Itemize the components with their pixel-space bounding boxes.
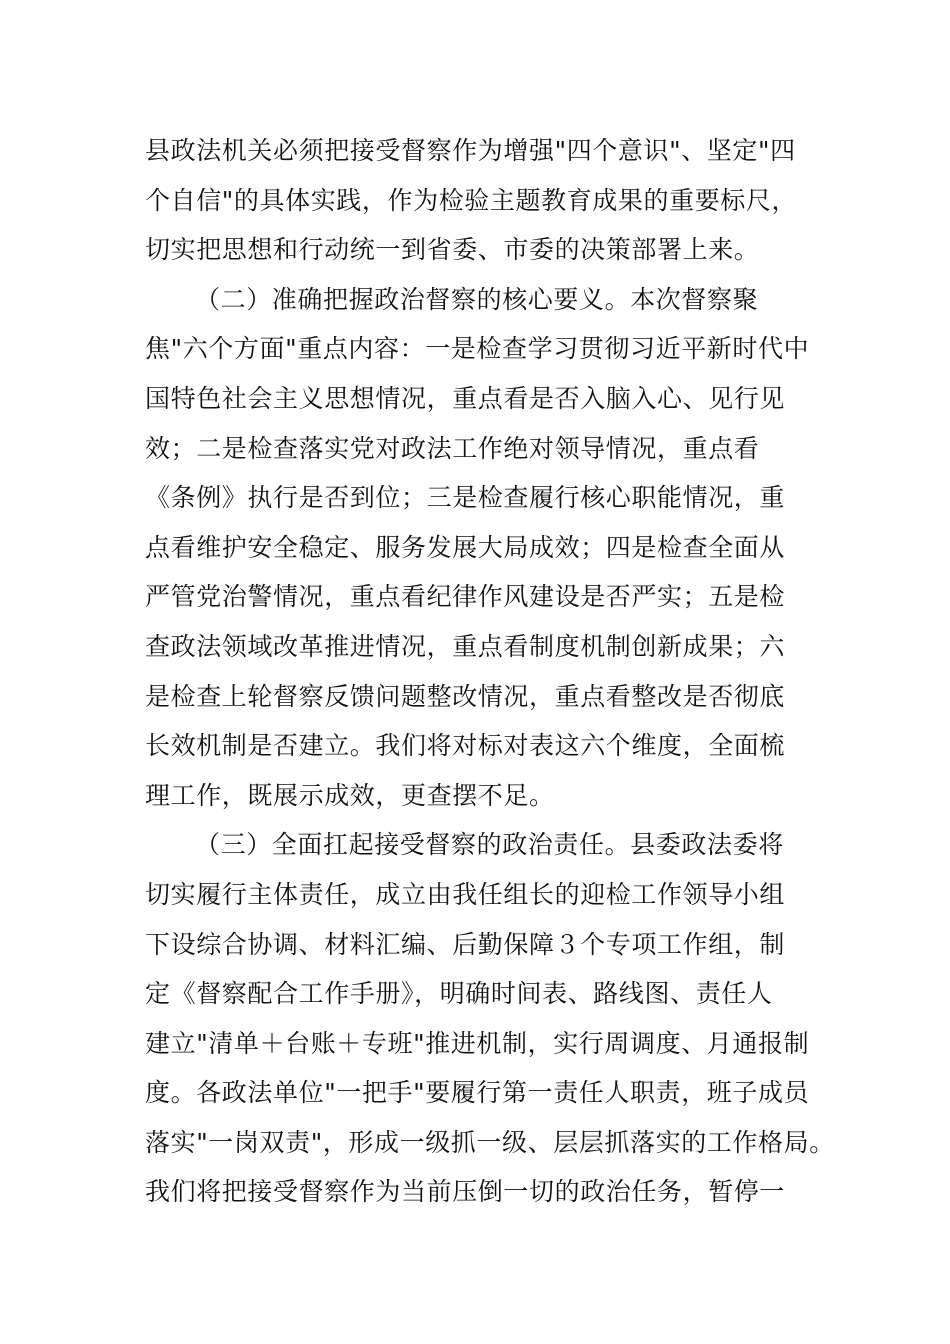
text-line: 焦"六个方面"重点内容：一是检查学习贯彻习近平新时代中 <box>145 334 810 364</box>
text-line: 切实把思想和行动统一到省委、市委的决策部署上来。 <box>145 235 760 265</box>
text-line: 建立"清单＋台账＋专班"推进机制，实行周调度、月通报制 <box>145 1028 810 1058</box>
text-line: 长效机制是否建立。我们将对标对表这六个维度，全面梳 <box>145 731 786 761</box>
text-line: 县政法机关必须把接受督察作为增强"四个意识"、坚定"四 <box>145 136 796 165</box>
text-line: 理工作，既展示成效，更查摆不足。 <box>145 780 555 810</box>
text-line: 切实履行主体责任，成立由我任组长的迎检工作领导小组 <box>145 879 786 909</box>
text-line: 个自信"的具体实践，作为检验主题教育成果的重要标尺， <box>145 185 798 215</box>
text-line: 点看维护安全稳定、服务发展大局成效；四是检查全面从 <box>145 532 786 562</box>
text-line: 效；二是检查落实党对政法工作绝对领导情况，重点看 <box>145 433 760 463</box>
text-line: 我们将把接受督察作为当前压倒一切的政治任务，暂停一 <box>145 1177 786 1207</box>
section-heading-2: （二）准确把握政治督察的核心要义。本次督察聚 <box>195 284 759 314</box>
text-line: 查政法领域改革推进情况，重点看制度机制创新成果；六 <box>145 631 786 661</box>
text-line: 度。各政法单位"一把手"要履行第一责任人职责，班子成员 <box>145 1078 810 1108</box>
text-line: 下设综合协调、材料汇编、后勤保障３个专项工作组，制 <box>145 929 786 959</box>
section-heading-3: （三）全面扛起接受督察的政治责任。县委政法委将 <box>195 830 784 860</box>
document-body <box>145 126 835 1217</box>
text-line: 落实"一岗双责"，形成一级抓一级、层层抓落实的工作格局。 <box>145 1127 835 1157</box>
text-line: 定《督察配合工作手册》，明确时间表、路线图、责任人 <box>145 979 773 1009</box>
text-line: 《条例》执行是否到位；三是检查履行核心职能情况，重 <box>145 483 786 513</box>
text-line: 是检查上轮督察反馈问题整改情况，重点看整改是否彻底 <box>145 681 786 711</box>
text-line: 国特色社会主义思想情况，重点看是否入脑入心、见行见 <box>145 383 786 413</box>
text-line: 严管党治警情况，重点看纪律作风建设是否严实；五是检 <box>145 582 786 612</box>
